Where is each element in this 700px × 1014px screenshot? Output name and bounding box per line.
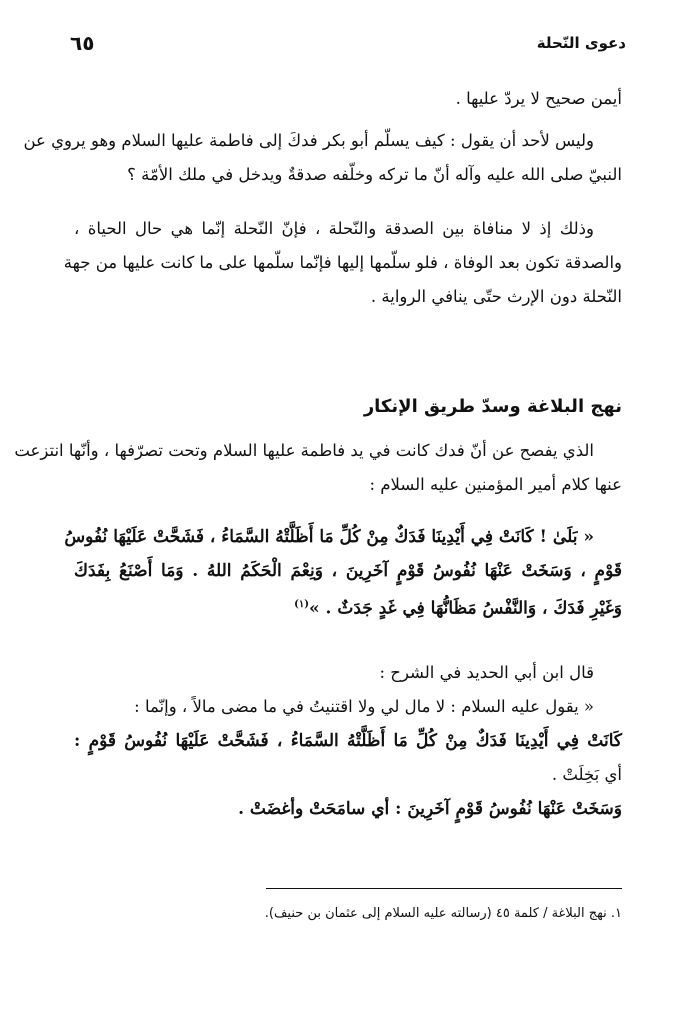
text-line: أي بَخِلَتْ . — [551, 765, 622, 784]
quote-line: قَوْمٍ ، وَسَخَتْ عَنْهَا نُفُوسُ قَوْمٍ آخَرِينَ ، وَنِعْمَ الْحَكَمُ اللهُ . وَمَا أَصْنَعُ بِفَدَكَ — [74, 561, 622, 581]
footnote: ١. نهج البلاغة / كلمة ٤٥ (رسالته عليه السلام إلى عثمان بن حنيف). — [264, 906, 622, 921]
quote-line-text: وَغَيْرِ فَدَكَ ، وَالنَّفْسُ مَظَانُّهَا فِي غَدٍ جَدَثٌ . » — [308, 598, 622, 619]
running-title: دعوى النّحلة — [536, 34, 626, 52]
page-header — [70, 28, 626, 58]
paragraph-2 — [23, 124, 622, 192]
text-line: عنها كلام أمير المؤمنين عليه السلام : — [369, 475, 622, 494]
quote-line: كَانَتْ فِي أَيْدِينَا فَدَكٌ مِنْ كُلِّ مَا أَظَلَّتْهُ السَّمَاءُ ، فَشَحَّتْ عَلَيْهَا نُفُوسُ قَوْمٍ : — [74, 731, 622, 751]
text-line: والصدقة تكون بعد الوفاة ، فلو سلّمها إليها فإنّما سلّمها على ما كانت عليها من جهة — [63, 253, 622, 272]
text-line: أيمن صحيح لا يردّ عليها . — [455, 89, 622, 108]
text-line: النبيّ صلى الله عليه وآله أنّ ما تركه وخلّفه صدقةٌ ويدخل في ملك الأمّة ؟ — [127, 165, 622, 184]
text-line: الذي يفصح عن أنّ فدك كانت في يد فاطمة عليها السلام وتحت تصرّفها ، وأنّها انتزعت — [14, 441, 594, 460]
nahj-quote — [64, 520, 622, 622]
commentary — [74, 656, 622, 826]
section-heading: نهج البلاغة وسدّ طريق الإنكار — [363, 396, 622, 417]
footnote-marker[interactable]: (١) — [294, 599, 309, 610]
text-line: النّحلة دون الإرث حتّى ينافي الرواية . — [370, 287, 622, 306]
footnote-divider — [266, 888, 622, 889]
quote-line — [74, 588, 622, 622]
text-line: قال ابن أبي الحديد في الشرح : — [379, 663, 594, 682]
quote-line: وَسَخَتْ عَنْهَا نُفُوسُ قَوْمٍ آخَرِينَ : أي سامَحَتْ وأغضَتْ . — [238, 799, 622, 819]
quote-line: « بَلَىٰ ! كَانَتْ فِي أَيْدِينَا فَدَكٌ مِنْ كُلِّ مَا أَظَلَّتْهُ السَّمَاءُ ، فَشَحَّتْ عَلَيْهَا نُفُوسُ — [64, 527, 594, 547]
text-line: وذلك إذ لا منافاة بين الصدقة والنّحلة ، فإنّ النّحلة إنّما هي حال الحياة ، — [74, 219, 594, 238]
text-line: وليس لأحد أن يقول : كيف يسلّم أبو بكر فدكَ إلى فاطمة عليها السلام وهو يروي عن — [23, 131, 594, 150]
paragraph-3 — [63, 212, 622, 314]
text-line: « يقول عليه السلام : لا مال لي ولا اقتنيتُ في ما مضى مالاً ، وإنّما : — [134, 697, 594, 716]
paragraph-1 — [74, 82, 622, 116]
section-heading-block — [74, 390, 622, 424]
section-intro — [14, 434, 622, 502]
page-number: ٦٥ — [70, 31, 95, 55]
